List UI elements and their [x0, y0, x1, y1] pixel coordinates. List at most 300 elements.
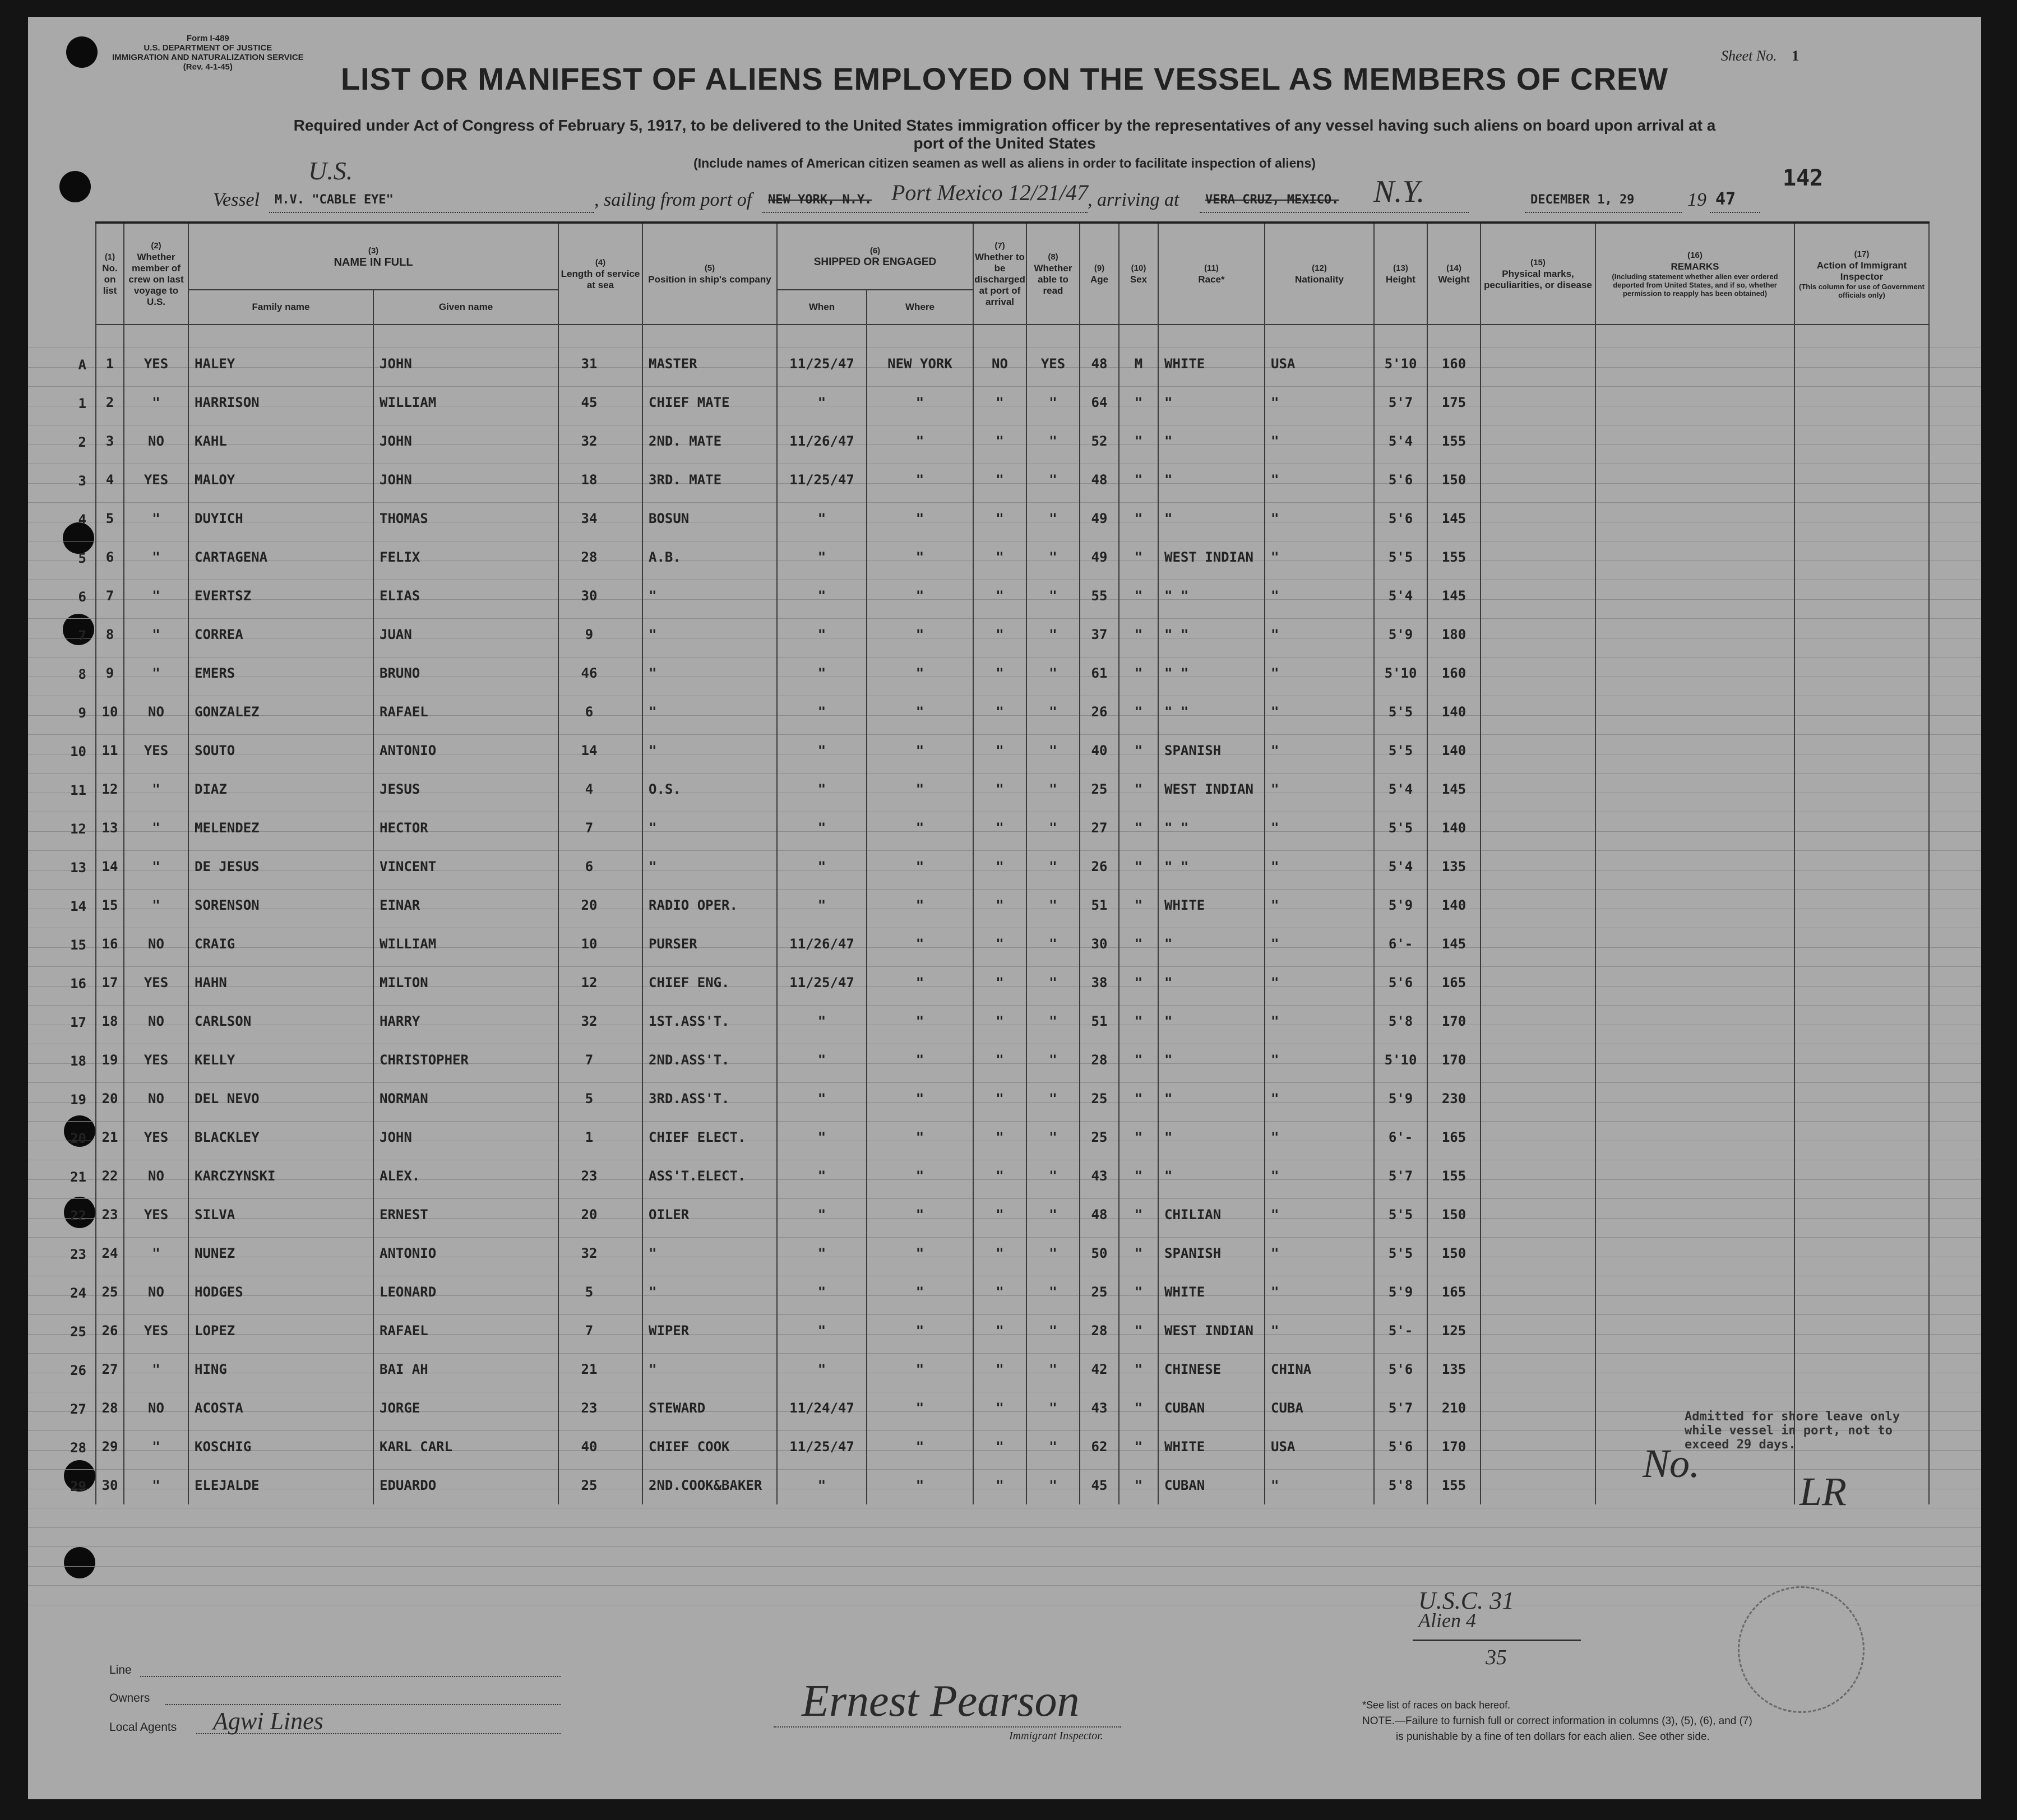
cell-weight: 170 — [1427, 1427, 1481, 1466]
vessel-note: U.S. — [308, 156, 353, 185]
footer-owners-label: Owners — [109, 1692, 150, 1705]
col-num: (1) — [104, 252, 115, 262]
cell-where: " — [867, 886, 973, 924]
cell-service: 45 — [558, 383, 642, 422]
cell-race: " — [1158, 460, 1265, 499]
cell-read: " — [1026, 383, 1080, 422]
cell-read: " — [1026, 770, 1080, 808]
col-label: Height — [1386, 274, 1415, 285]
cell-where: " — [867, 499, 973, 538]
cell-empty — [1595, 460, 1794, 499]
col-head-name — [188, 223, 558, 290]
cell-sex: " — [1119, 1002, 1158, 1040]
col-label: Race* — [1198, 274, 1225, 285]
table-spacer-row — [96, 325, 1929, 344]
cell-weight: 150 — [1427, 460, 1481, 499]
spacer-cell — [558, 325, 642, 344]
col-head-nationality — [1265, 223, 1374, 325]
cell-when: " — [777, 1466, 867, 1504]
cell-disch: " — [973, 1234, 1026, 1272]
table-row — [96, 1311, 1929, 1350]
cell-position: CHIEF COOK — [642, 1427, 777, 1466]
table-row — [96, 1272, 1929, 1311]
date-underline — [1525, 211, 1682, 213]
cell-nat: " — [1265, 1195, 1374, 1234]
footer-note-2: NOTE.—Failure to furnish full or correct information in columns (3), (5), (6), and (7) — [1362, 1715, 1752, 1727]
cell-when: 11/25/47 — [777, 963, 867, 1002]
cell-nat: " — [1265, 1466, 1374, 1504]
cell-family: DE JESUS — [188, 847, 373, 886]
cell-empty — [1595, 1311, 1794, 1350]
cell-age: 55 — [1080, 576, 1119, 615]
spacer-cell — [642, 325, 777, 344]
cell-family: KARCZYNSKI — [188, 1156, 373, 1195]
cell-given: HECTOR — [373, 808, 558, 847]
cell-service: 20 — [558, 886, 642, 924]
cell-sex: " — [1119, 654, 1158, 692]
cell-no: 11 — [96, 731, 124, 770]
cell-no: 7 — [96, 576, 124, 615]
cell-position: A.B. — [642, 538, 777, 576]
table-row — [96, 1040, 1929, 1079]
cell-disch: " — [973, 1272, 1026, 1311]
cell-family: HARRISON — [188, 383, 373, 422]
cell-read: " — [1026, 924, 1080, 963]
cell-nat: USA — [1265, 1427, 1374, 1466]
cell-given: FELIX — [373, 538, 558, 576]
cell-age: 62 — [1080, 1427, 1119, 1466]
cell-no: 17 — [96, 963, 124, 1002]
cell-service: 31 — [558, 344, 642, 383]
arriving-note: N.Y. — [1373, 174, 1425, 209]
col-label: Whether member of crew on last voyage to U.S. — [128, 251, 184, 307]
cell-empty — [1481, 1195, 1595, 1234]
col-label: Sex — [1130, 274, 1148, 285]
cell-age: 49 — [1080, 538, 1119, 576]
cell-given: ANTONIO — [373, 731, 558, 770]
cell-position: 3RD.ASS'T. — [642, 1079, 777, 1118]
cell-race: WHITE — [1158, 886, 1265, 924]
cell-race: SPANISH — [1158, 1234, 1265, 1272]
cell-no: 4 — [96, 460, 124, 499]
col-num: (14) — [1446, 263, 1461, 273]
cell-empty — [1595, 344, 1794, 383]
sailing-underline — [762, 211, 1088, 213]
cell-age: 30 — [1080, 924, 1119, 963]
cell-race: CHINESE — [1158, 1350, 1265, 1388]
cell-no: 25 — [96, 1272, 124, 1311]
year-underline — [1710, 211, 1760, 213]
cell-when: " — [777, 770, 867, 808]
cell-given: JORGE — [373, 1388, 558, 1427]
cell-empty — [1595, 963, 1794, 1002]
cell-where: " — [867, 1156, 973, 1195]
cell-empty — [1481, 460, 1595, 499]
cell-family: BLACKLEY — [188, 1118, 373, 1156]
sailing-label: , sailing from port of — [594, 189, 752, 210]
cell-family: KELLY — [188, 1040, 373, 1079]
cell-service: 5 — [558, 1079, 642, 1118]
cell-nat: " — [1265, 847, 1374, 886]
cell-empty — [1595, 1118, 1794, 1156]
cell-empty — [1595, 847, 1794, 886]
cell-nat: " — [1265, 1311, 1374, 1350]
cell-when: " — [777, 847, 867, 886]
cell-empty — [1794, 1079, 1929, 1118]
cell-no: 8 — [96, 615, 124, 654]
col-head-when: When — [777, 290, 867, 325]
cell-empty — [1481, 1040, 1595, 1079]
cell-weight: 170 — [1427, 1040, 1481, 1079]
cell-no: 10 — [96, 692, 124, 731]
cell-height: 5'8 — [1374, 1002, 1427, 1040]
cell-weight: 135 — [1427, 847, 1481, 886]
cell-no: 6 — [96, 538, 124, 576]
row-margin-label: 25 — [70, 1324, 86, 1340]
cell-service: 25 — [558, 1466, 642, 1504]
cell-when: " — [777, 808, 867, 847]
row-margin-label: 5 — [78, 550, 86, 566]
cell-empty — [1481, 1311, 1595, 1350]
cell-height: 5'6 — [1374, 963, 1427, 1002]
cell-age: 45 — [1080, 1466, 1119, 1504]
cell-disch: " — [973, 576, 1026, 615]
form-id-line: U.S. DEPARTMENT OF JUSTICE — [144, 43, 272, 53]
cell-empty — [1794, 1195, 1929, 1234]
cell-read: " — [1026, 1388, 1080, 1427]
cell-age: 52 — [1080, 422, 1119, 460]
cell-nat: " — [1265, 460, 1374, 499]
cell-nat: " — [1265, 576, 1374, 615]
cell-nat: " — [1265, 770, 1374, 808]
row-margin-label: 16 — [70, 976, 86, 992]
cell-read: " — [1026, 1427, 1080, 1466]
cell-weight: 160 — [1427, 654, 1481, 692]
cell-disch: " — [973, 1427, 1026, 1466]
cell-weight: 140 — [1427, 808, 1481, 847]
cell-last: YES — [124, 963, 188, 1002]
table-row — [96, 344, 1929, 383]
cell-when: " — [777, 692, 867, 731]
cell-age: 25 — [1080, 1272, 1119, 1311]
cell-empty — [1595, 1040, 1794, 1079]
cell-empty — [1595, 1156, 1794, 1195]
year-prefix: 19 — [1687, 189, 1706, 210]
cell-family: ELEJALDE — [188, 1466, 373, 1504]
col-label: NAME IN FULL — [334, 256, 413, 268]
cell-position: " — [642, 847, 777, 886]
cell-position: " — [642, 1350, 777, 1388]
cell-empty — [1595, 538, 1794, 576]
cell-last: YES — [124, 731, 188, 770]
cell-service: 32 — [558, 1234, 642, 1272]
cell-race: " " — [1158, 654, 1265, 692]
cell-race: SPANISH — [1158, 731, 1265, 770]
cell-sex: " — [1119, 1079, 1158, 1118]
cell-family: DIAZ — [188, 770, 373, 808]
cell-position: CHIEF ELECT. — [642, 1118, 777, 1156]
cell-when: " — [777, 1311, 867, 1350]
cell-where: " — [867, 460, 973, 499]
cell-last: " — [124, 847, 188, 886]
cell-disch: " — [973, 1195, 1026, 1234]
cell-race: " — [1158, 1002, 1265, 1040]
cell-disch: " — [973, 1156, 1026, 1195]
cell-family: CORREA — [188, 615, 373, 654]
cell-height: 5'9 — [1374, 615, 1427, 654]
cell-age: 40 — [1080, 731, 1119, 770]
col-num: (4) — [595, 257, 606, 267]
cell-sex: " — [1119, 1234, 1158, 1272]
cell-weight: 145 — [1427, 576, 1481, 615]
cell-last: " — [124, 383, 188, 422]
cell-sex: " — [1119, 1040, 1158, 1079]
cell-service: 20 — [558, 1195, 642, 1234]
cell-empty — [1794, 1118, 1929, 1156]
cell-nat: " — [1265, 1234, 1374, 1272]
row-margin-label: 3 — [78, 473, 86, 489]
cell-family: SILVA — [188, 1195, 373, 1234]
cell-empty — [1794, 383, 1929, 422]
col-label: REMARKS — [1671, 261, 1719, 272]
table-row — [96, 847, 1929, 886]
cell-when: " — [777, 1234, 867, 1272]
cell-given: ERNEST — [373, 1195, 558, 1234]
cell-no: 5 — [96, 499, 124, 538]
row-margin-label: 11 — [70, 782, 86, 798]
cell-no: 15 — [96, 886, 124, 924]
table-row — [96, 1350, 1929, 1388]
spacer-cell — [188, 325, 373, 344]
cell-when: " — [777, 1156, 867, 1195]
cell-when: 11/25/47 — [777, 344, 867, 383]
cell-where: " — [867, 731, 973, 770]
cell-height: 5'5 — [1374, 808, 1427, 847]
row-margin-label: 20 — [70, 1131, 86, 1146]
cell-position: RADIO OPER. — [642, 886, 777, 924]
cell-age: 43 — [1080, 1388, 1119, 1427]
row-margin-label: 22 — [70, 1208, 86, 1224]
col-head-no — [96, 223, 124, 325]
cell-weight: 210 — [1427, 1388, 1481, 1427]
cell-last: " — [124, 1427, 188, 1466]
col-head-remarks — [1595, 223, 1794, 325]
col-num: (9) — [1094, 263, 1105, 273]
cell-sex: " — [1119, 422, 1158, 460]
cell-read: " — [1026, 1002, 1080, 1040]
cell-disch: NO — [973, 344, 1026, 383]
cell-age: 48 — [1080, 460, 1119, 499]
cell-where: " — [867, 1118, 973, 1156]
cell-age: 37 — [1080, 615, 1119, 654]
cell-empty — [1595, 1234, 1794, 1272]
cell-given: JUAN — [373, 615, 558, 654]
cell-empty — [1481, 886, 1595, 924]
cell-given: MILTON — [373, 963, 558, 1002]
cell-sex: " — [1119, 1311, 1158, 1350]
cell-read: " — [1026, 1156, 1080, 1195]
cell-last: NO — [124, 1079, 188, 1118]
row-margin-label: 17 — [70, 1015, 86, 1030]
cell-nat: " — [1265, 499, 1374, 538]
cell-given: JESUS — [373, 770, 558, 808]
cell-position: 3RD. MATE — [642, 460, 777, 499]
cell-height: 5'4 — [1374, 770, 1427, 808]
cell-age: 42 — [1080, 1350, 1119, 1388]
cell-sex: " — [1119, 383, 1158, 422]
stamp-line: exceed 29 days. — [1685, 1438, 1796, 1452]
cell-last: " — [124, 538, 188, 576]
cell-race: " " — [1158, 847, 1265, 886]
cell-when: 11/24/47 — [777, 1388, 867, 1427]
cell-family: EVERTSZ — [188, 576, 373, 615]
col-num: (12) — [1312, 263, 1327, 273]
cell-service: 6 — [558, 692, 642, 731]
cell-when: 11/26/47 — [777, 422, 867, 460]
cell-sex: " — [1119, 576, 1158, 615]
cell-last: " — [124, 1350, 188, 1388]
cell-when: " — [777, 1195, 867, 1234]
col-note: (This column for use of Government officials only) — [1799, 282, 1925, 299]
cell-disch: " — [973, 731, 1026, 770]
cell-family: ACOSTA — [188, 1388, 373, 1427]
table-row — [96, 1156, 1929, 1195]
cell-sex: M — [1119, 344, 1158, 383]
cell-read: " — [1026, 422, 1080, 460]
table-row — [96, 886, 1929, 924]
cell-weight: 145 — [1427, 770, 1481, 808]
cell-last: YES — [124, 1118, 188, 1156]
col-num: (10) — [1131, 263, 1146, 273]
cell-no: 9 — [96, 654, 124, 692]
cell-last: YES — [124, 1040, 188, 1079]
col-label: Age — [1090, 274, 1109, 285]
cell-read: " — [1026, 1234, 1080, 1272]
cell-given: ALEX. — [373, 1156, 558, 1195]
cell-race: CUBAN — [1158, 1388, 1265, 1427]
cell-empty — [1595, 886, 1794, 924]
cell-given: EINAR — [373, 886, 558, 924]
cell-disch: " — [973, 808, 1026, 847]
cell-service: 23 — [558, 1156, 642, 1195]
row-margin-label: 10 — [70, 744, 86, 760]
col-num: (13) — [1393, 263, 1408, 273]
cell-position: CHIEF ENG. — [642, 963, 777, 1002]
cell-when: " — [777, 615, 867, 654]
cell-read: " — [1026, 576, 1080, 615]
col-head-action — [1794, 223, 1929, 325]
cell-where: " — [867, 1195, 973, 1234]
cell-last: " — [124, 1234, 188, 1272]
cell-read: " — [1026, 654, 1080, 692]
cell-no: 18 — [96, 1002, 124, 1040]
cell-last: NO — [124, 1002, 188, 1040]
cell-last: " — [124, 770, 188, 808]
cell-weight: 125 — [1427, 1311, 1481, 1350]
cell-read: " — [1026, 1466, 1080, 1504]
cell-read: " — [1026, 615, 1080, 654]
cell-disch: " — [973, 499, 1026, 538]
cell-race: CHILIAN — [1158, 1195, 1265, 1234]
cell-when: 11/25/47 — [777, 460, 867, 499]
cell-empty — [1481, 499, 1595, 538]
cell-where: " — [867, 692, 973, 731]
row-margin-label: A — [78, 357, 86, 373]
cell-weight: 150 — [1427, 1234, 1481, 1272]
cell-age: 49 — [1080, 499, 1119, 538]
cell-race: WEST INDIAN — [1158, 770, 1265, 808]
cell-empty — [1794, 692, 1929, 731]
cell-where: " — [867, 538, 973, 576]
cell-empty — [1794, 1040, 1929, 1079]
sheet-no: 1 — [1792, 48, 1799, 64]
cell-race: " — [1158, 1156, 1265, 1195]
col-label: Whether able to read — [1034, 262, 1072, 296]
cell-given: KARL CARL — [373, 1427, 558, 1466]
cell-sex: " — [1119, 886, 1158, 924]
cell-given: BAI AH — [373, 1350, 558, 1388]
table-row — [96, 1234, 1929, 1272]
cell-when: " — [777, 654, 867, 692]
cell-last: NO — [124, 1156, 188, 1195]
cell-where: " — [867, 1272, 973, 1311]
cell-read: YES — [1026, 344, 1080, 383]
cell-read: " — [1026, 499, 1080, 538]
ruled-line — [28, 1527, 1981, 1528]
cell-race: " — [1158, 422, 1265, 460]
cell-race: " — [1158, 1040, 1265, 1079]
cell-last: " — [124, 615, 188, 654]
cell-where: " — [867, 383, 973, 422]
cell-empty — [1481, 1079, 1595, 1118]
round-stamp — [1738, 1586, 1865, 1713]
cell-position: " — [642, 576, 777, 615]
cell-disch: " — [973, 460, 1026, 499]
stamp-line: Admitted for shore leave only — [1685, 1410, 1900, 1424]
col-label: SHIPPED OR ENGAGED — [813, 256, 937, 268]
cell-race: CUBAN — [1158, 1466, 1265, 1504]
cell-nat: " — [1265, 692, 1374, 731]
cell-empty — [1595, 1350, 1794, 1388]
footer-note-1: *See list of races on back hereof. — [1362, 1699, 1511, 1711]
cell-family: HING — [188, 1350, 373, 1388]
shore-leave-stamp — [1685, 1410, 1900, 1452]
cell-given: JOHN — [373, 422, 558, 460]
row-margin-label: 12 — [70, 821, 86, 837]
cell-where: " — [867, 615, 973, 654]
cell-sex: " — [1119, 538, 1158, 576]
cell-sex: " — [1119, 1195, 1158, 1234]
cell-given: VINCENT — [373, 847, 558, 886]
col-num: (2) — [151, 240, 161, 251]
cell-empty — [1794, 654, 1929, 692]
cell-position: WIPER — [642, 1311, 777, 1350]
tally-rule — [1413, 1640, 1581, 1641]
tally-alien: Alien 4 — [1418, 1609, 1476, 1632]
cell-sex: " — [1119, 1388, 1158, 1427]
cell-sex: " — [1119, 808, 1158, 847]
cell-empty — [1481, 1156, 1595, 1195]
cell-family: KOSCHIG — [188, 1427, 373, 1466]
cell-empty — [1595, 1195, 1794, 1234]
cell-height: 5'10 — [1374, 344, 1427, 383]
cell-race: WHITE — [1158, 1272, 1265, 1311]
row-margin-label: 23 — [70, 1247, 86, 1262]
cell-disch: " — [973, 847, 1026, 886]
cell-service: 5 — [558, 1272, 642, 1311]
cell-no: 13 — [96, 808, 124, 847]
cell-age: 51 — [1080, 886, 1119, 924]
